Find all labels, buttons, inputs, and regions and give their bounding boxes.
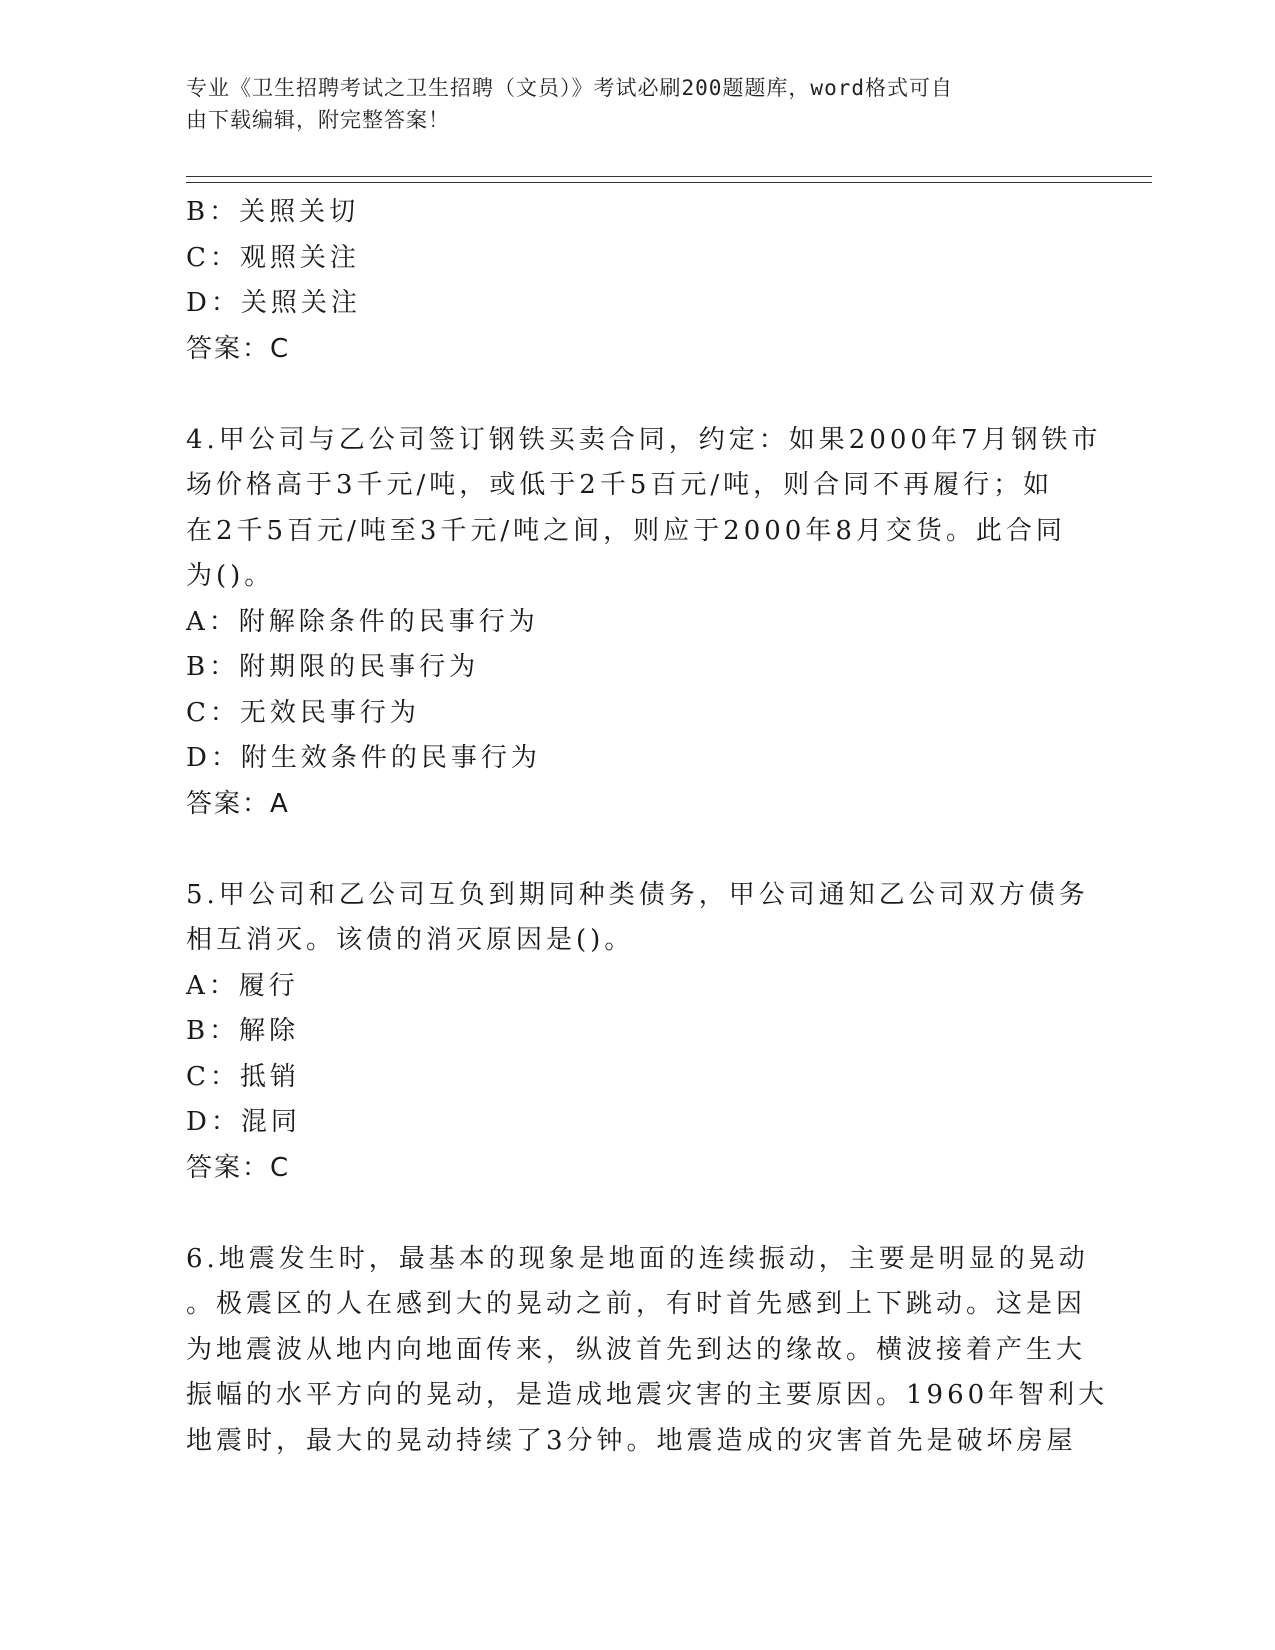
q6-stem-line: 地震时，最大的晃动持续了3分钟。地震造成的灾害首先是破坏房屋 [186, 1425, 1077, 1456]
question-5 [186, 873, 1089, 1192]
q5-option-a: A：履行 [186, 970, 299, 1001]
q4-answer: 答案：A [186, 788, 290, 819]
document-body [186, 190, 1109, 1464]
q3-option-b: B：关照关切 [186, 197, 360, 227]
q5-option-b: B：解除 [186, 1016, 300, 1046]
question-4 [186, 418, 1102, 828]
header-line-2: 由下载编辑，附完整答案！ [186, 108, 450, 132]
question-6 [186, 1237, 1109, 1465]
q4-option-c: C：无效民事行为 [186, 697, 420, 728]
q4-option-a: A：附解除条件的民事行为 [186, 606, 539, 637]
header-divider [186, 176, 1152, 183]
q5-stem-line: 5.甲公司和乙公司互负到期同种类债务，甲公司通知乙公司双方债务 [186, 879, 1089, 910]
q5-option-d: D：混同 [186, 1107, 301, 1137]
q6-stem-line: 振幅的水平方向的晃动，是造成地震灾害的主要原因。1960年智利大 [186, 1380, 1109, 1410]
q4-stem-line: 4.甲公司与乙公司签订钢铁买卖合同，约定：如果2000年7月钢铁市 [186, 424, 1102, 455]
q3-option-c: C：观照关注 [186, 242, 360, 273]
q3-answer: 答案：C [186, 333, 291, 364]
q4-option-d: D：附生效条件的民事行为 [186, 743, 541, 773]
q6-stem-line: 为地震波从地内向地面传来，纵波首先到达的缘故。横波接着产生大 [186, 1334, 1087, 1365]
q4-option-b: B：附期限的民事行为 [186, 652, 480, 682]
q3-option-d: D：关照关注 [186, 288, 361, 318]
question-3 [186, 190, 1066, 372]
q5-option-c: C：抵销 [186, 1061, 300, 1092]
q4-stem-line: 为()。 [186, 561, 275, 591]
q4-stem-line: 在2千5百元/吨至3千元/吨之间，则应于2000年8月交货。此合同 [186, 515, 1066, 546]
q5-stem-line: 相互消灭。该债的消灭原因是()。 [186, 925, 635, 955]
q6-stem-line: 6.地震发生时，最基本的现象是地面的连续振动，主要是明显的晃动 [186, 1243, 1089, 1274]
q4-stem-line: 场价格高于3千元/吨，或低于2千5百元/吨，则合同不再履行；如 [186, 470, 1054, 500]
q5-answer: 答案：C [186, 1152, 291, 1183]
page-header [186, 72, 1086, 136]
header-line-1: 专业《卫生招聘考试之卫生招聘（文员）》考试必刷200题题库，word格式可自 [186, 76, 953, 100]
q6-stem-line: 。极震区的人在感到大的晃动之前，有时首先感到上下跳动。这是因 [186, 1289, 1087, 1319]
